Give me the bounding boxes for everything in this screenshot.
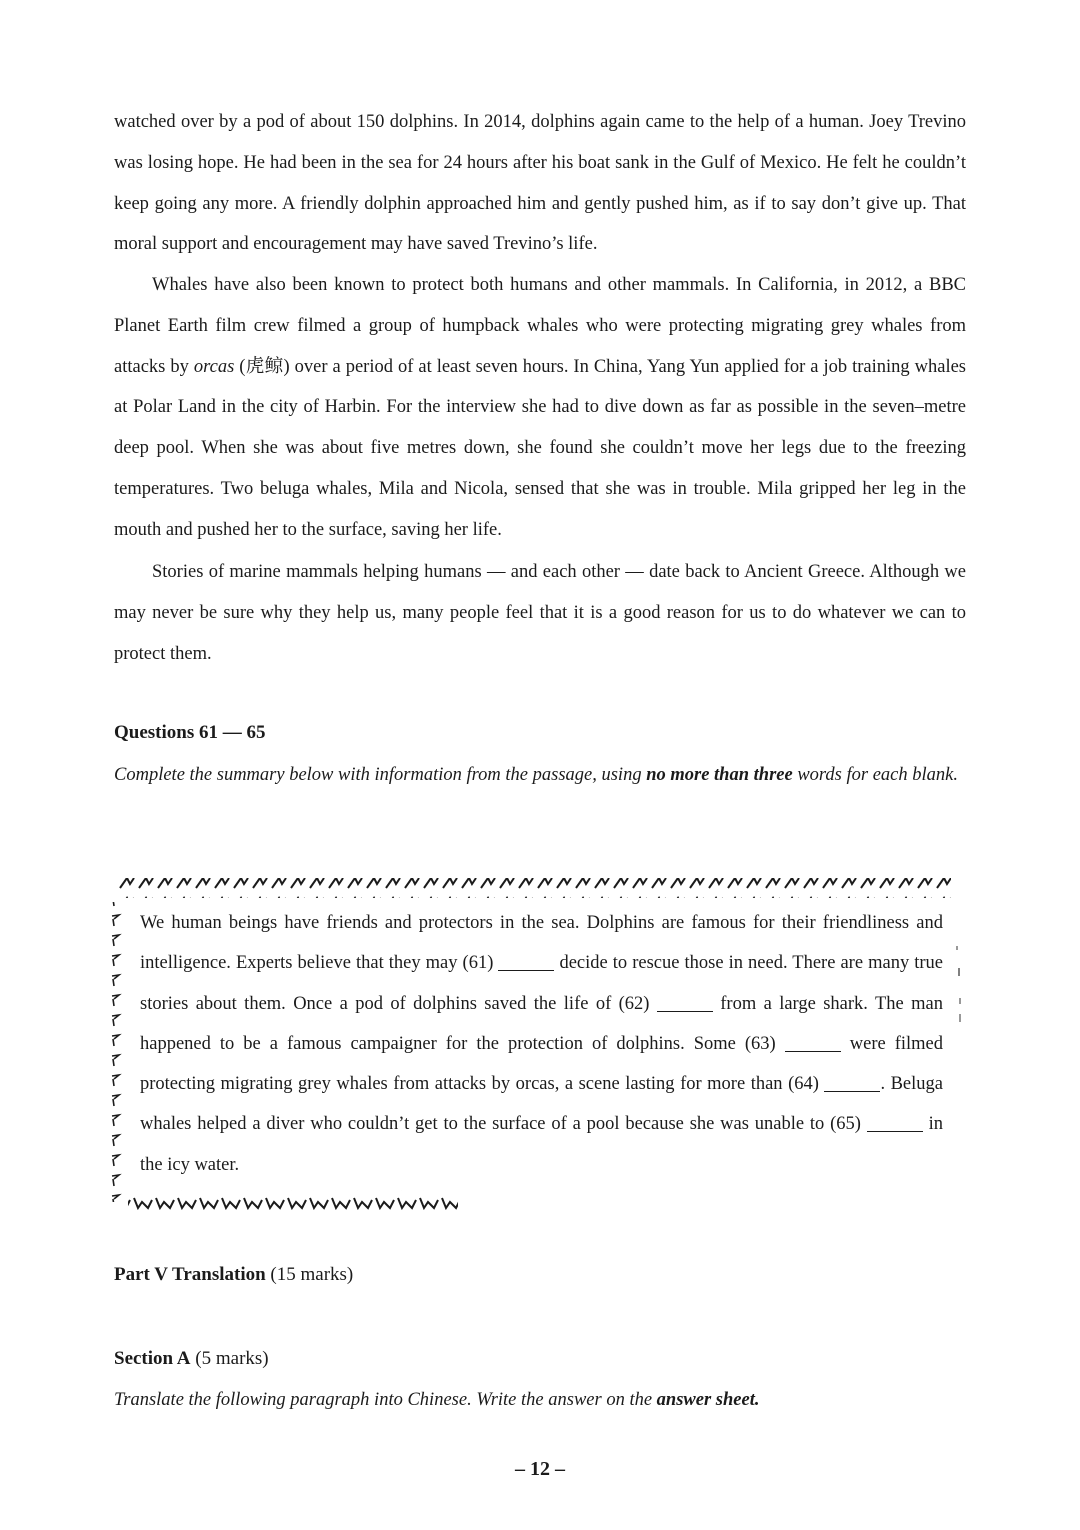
instruction-text-a: Complete the summary below with information from the passage, using	[114, 765, 647, 785]
passage-paragraph-3: Stories of marine mammals helping humans — and each other — date back to Ancient Greece. Although we may never be sure why they help us, many people feel that it is a good reason for us to do whatever we can to protect them.	[114, 562, 966, 664]
instruction-text-b: words for each blank.	[792, 765, 958, 785]
sectionA-title: Section A	[114, 1348, 191, 1369]
summary-text-6: in the icy water.	[140, 1114, 943, 1175]
summary-text-2: decide to rescue those in need. There are many true stories about them. Once a pod of dolphins saved the life of (62)	[140, 953, 944, 1014]
questions-instruction	[114, 755, 966, 796]
blank-65[interactable]	[867, 1113, 923, 1133]
page-number: – 12 –	[515, 1458, 565, 1480]
instruction-bold: no more than three	[646, 765, 793, 785]
questions-heading: Questions 61 — 65	[114, 722, 266, 743]
sectionA-instruction	[114, 1380, 966, 1421]
summary-text-1: We human beings have friends and protectors in the sea. Dolphins are famous for their friendliness and intelligence. Experts believe that they may (61)	[140, 913, 943, 974]
left-side-marks	[108, 902, 122, 1202]
sectionA-heading	[114, 1348, 269, 1370]
blank-61[interactable]	[498, 952, 554, 972]
blank-63[interactable]	[785, 1032, 841, 1052]
passage-paragraph-1: watched over by a pod of about 150 dolphins. In 2014, dolphins again came to the help of a human. Joey Trevino was losing hope. He had been in the sea for 24 hours after his boat sank in the Gulf of Mexico. He felt he couldn’t keep going any more. A friendly dolphin approached him and gently pushed him, as if to say don’t give up. That moral support and encouragement may have saved Trevino’s life.	[114, 112, 966, 255]
sectionA-marks: (5 marks)	[190, 1348, 269, 1369]
p2-orcas: orcas	[193, 356, 235, 377]
top-wave-border	[116, 878, 951, 898]
summary-text-5: . Beluga whales helped a diver who couldn’t get to the surface of a pool because she was unable to (65)	[140, 1074, 943, 1135]
passage-paragraph-2	[114, 265, 966, 551]
part5-title: Part V Translation	[114, 1264, 266, 1285]
part5-heading	[114, 1264, 353, 1286]
summary-text-3: from a large shark. The man happened to be a famous campaigner for the protection of dolphins. Some (63)	[140, 993, 943, 1054]
bottom-wave-border	[128, 1190, 458, 1210]
summary-text-4: were filmed protecting migrating grey whales from attacks by orcas, a scene lasting for more than (64)	[140, 1033, 943, 1095]
summary-text	[140, 903, 943, 1185]
blank-64[interactable]	[824, 1073, 880, 1093]
sectionA-instruction-bold: answer sheet.	[656, 1390, 760, 1410]
p2-text-a: Whales have also been known to protect both humans and other mammals. In California, in 2012, a BBC Planet Earth film crew filmed a group of humpback whales who were protecting migrating grey whales from attacks by	[114, 275, 966, 377]
part5-marks: (15 marks)	[265, 1264, 354, 1285]
sectionA-instruction-a: Translate the following paragraph into Chinese. Write the answer on the	[114, 1390, 657, 1410]
blank-62[interactable]	[657, 992, 713, 1012]
p2-text-b: (虎鲸) over a period of at least seven hours. In China, Yang Yun applied for a job training whales at Polar Land in the city of Harbin. For the interview she had to dive down as far as possible in the seven–metre deep pool. When she was about five metres down, she found she couldn’t move her legs due to the freezing temperatures. Two beluga whales, Mila and Nicola, sensed that she was in trouble. Mila gripped her leg in the mouth and pushed her to the surface, saving her life.	[114, 356, 966, 540]
